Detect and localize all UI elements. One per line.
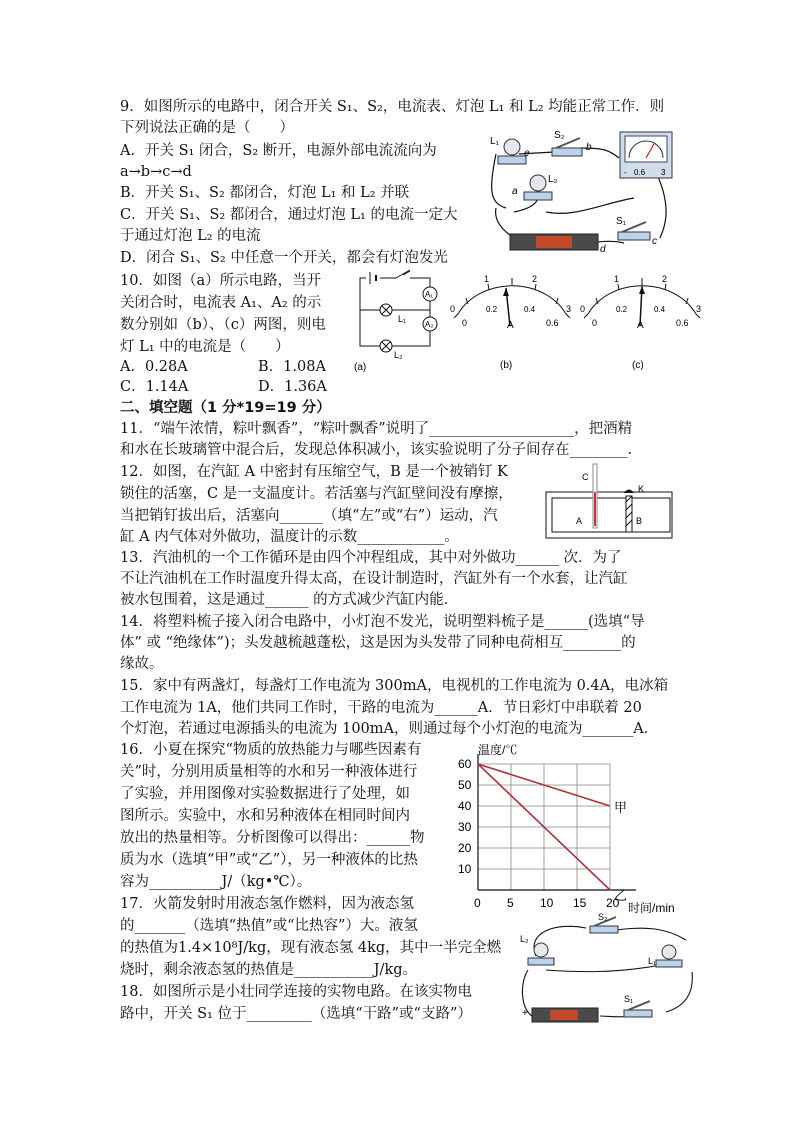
- q10-option-c: C．1.14A: [120, 379, 189, 395]
- q12-label-b: B: [636, 516, 643, 526]
- q9-circuit-figure: [484, 128, 684, 260]
- q16-line6: 质为水（选填“甲”或“乙”），另一种液体的比热: [120, 852, 418, 868]
- q16-line5: 放出的热量相等。分析图像可以得出：______物: [120, 830, 425, 846]
- q9-label-l2: L₂: [548, 174, 558, 185]
- q14-line2: 体” 或 “绝缘体”)；头发越梳越蓬松，这是因为头发带了同种电荷相互________的: [120, 635, 636, 651]
- q9-option-a-line1: A．开关 S₁ 闭合，S₂ 断开，电源外部电流流向为: [120, 143, 437, 159]
- q10-stem-line4: 灯 L₁ 中的电流是（ ）: [120, 339, 290, 355]
- q12-cylinder-figure: [540, 462, 680, 542]
- pin-k: [624, 490, 634, 494]
- q16-line2: 关”时，分别用质量相等的水和另一种液体进行: [120, 764, 418, 780]
- q10-label-a2: A₂: [425, 320, 434, 329]
- q9-ammeter-3: 3: [661, 168, 666, 177]
- q16-line4: 图所示。实验中，水和另种液体在相同时间内: [120, 808, 410, 824]
- q9-label-s2: S₂: [554, 130, 565, 141]
- q10b-top-1: 1: [484, 274, 490, 284]
- x-tick-label-2: 10: [540, 896, 554, 910]
- q10c-top-2: 2: [662, 274, 668, 284]
- q15-line2: 工作电流为 1A，他们共同工作时，干路的电流为______A．节日彩灯中串联着 20: [120, 700, 642, 716]
- q11-line2: 和水在长玻璃管中混合后，发现总体积减小，该实验说明了分子间存在________.: [120, 442, 633, 458]
- q9-label-d: d: [600, 244, 606, 255]
- q10c-bot-0: 0: [592, 318, 598, 328]
- q18-label-l2: L₂: [520, 934, 529, 944]
- q9-ammeter-06: 0.6: [634, 168, 646, 177]
- series-label-1: 乙: [614, 888, 628, 903]
- x-tick-label-3: 15: [573, 896, 587, 910]
- q16-line7: 容为__________J/（kg•℃）。: [120, 874, 312, 890]
- q16-line1: 16．小夏在探究“物质的放热能力与哪些因素有: [120, 742, 422, 758]
- q17-line3: 的热值为1.4×10⁸J/kg，现有液态氢 4kg，其中一半完全燃: [120, 940, 502, 956]
- q10-stem-line2: 关闭合时，电流表 A₁、A₂ 的示: [120, 295, 322, 311]
- q15-line3: 个灯泡，若通过电源插头的电流为 100mA，则通过每个小灯泡的电流为_______A．: [120, 721, 659, 737]
- series-label-0: 甲: [614, 800, 628, 815]
- q17-line4: 烧时，剩余液态氢的热值是___________J/kg。: [120, 962, 418, 978]
- q10c-unit: A: [637, 320, 644, 331]
- x-tick-label-1: 5: [507, 896, 514, 910]
- q10b-top-3: 3: [566, 304, 572, 314]
- q18-label-s2: S₂: [598, 912, 608, 922]
- q9-option-b: B．开关 S₁、S₂ 都闭合，灯泡 L₁ 和 L₂ 并联: [120, 185, 410, 201]
- q9-stem-line2: 下列说法正确的是（ ）: [120, 120, 294, 136]
- lamp-l1: [498, 139, 526, 164]
- y-tick-label-4: 50: [458, 778, 472, 792]
- y-tick-label-3: 40: [458, 799, 472, 813]
- q9-ammeter-neg: -: [624, 168, 627, 177]
- q10-label-l2: L₂: [394, 350, 403, 360]
- y-tick-label-0: 10: [458, 862, 472, 876]
- q10-circuit-a: [348, 266, 448, 374]
- q18-label-plus: +: [522, 1008, 528, 1019]
- q17-line1: 17．火箭发射时用液态氢作燃料，因为液态氢: [120, 896, 414, 912]
- q17-line2: 的_______（选填“热值”或“比热容”）大。液氢: [120, 918, 418, 934]
- q18-circuit-figure: [516, 912, 702, 1032]
- q18-line2: 路中，开关 S₁ 位于_________（选填“干路”或“支路”）: [120, 1006, 472, 1022]
- q9-label-s1: S₁: [616, 216, 627, 227]
- q10-option-b: B．1.08A: [258, 359, 326, 375]
- q15-line1: 15．家中有两盏灯，每盏灯工作电流为 300mA，电视机的工作电流为 0.4A，电冰箱: [120, 678, 669, 694]
- q10-label-a1: A₁: [425, 290, 434, 299]
- q18-label-s1: S₁: [624, 994, 634, 1004]
- q10-stem-line3: 数分别如（b）、（c）两图，则电: [120, 317, 326, 333]
- q12-label-c: C: [582, 472, 589, 482]
- lamp-l1-q18: [656, 945, 682, 967]
- q10c-top-3: 3: [696, 304, 702, 314]
- q14-line1: 14．将塑料梳子接入闭合电路中，小灯泡不发光，说明塑料梳子是______(选填“导: [120, 614, 645, 630]
- q10-meter-c: [574, 274, 708, 374]
- q9-label-l1: L₁: [490, 136, 499, 147]
- q12-line4: 缸 A 内气体对外做功，温度计的示数____________。: [120, 529, 459, 545]
- q12-line2: 锁住的活塞，C 是一支温度计。若活塞与汽缸壁间没有摩擦，: [120, 486, 513, 502]
- q13-line2: 不让汽油机在工作时温度升得太高，在设计制造时，汽缸外有一个水套，让汽缸: [120, 571, 628, 587]
- q9-stem-line1: 9．如图所示的电路中，闭合开关 S₁、S₂，电流表、灯泡 L₁ 和 L₂ 均能正常工作．则: [120, 99, 665, 115]
- y-tick-label-1: 20: [458, 841, 472, 855]
- q16-temperature-chart: [448, 738, 698, 918]
- q10-stem-line1: 10．如图（a）所示电路，当开: [120, 273, 322, 289]
- section-2-title: 二、填空题（1 分*19=19 分）: [120, 400, 331, 416]
- battery-pack-q18: [532, 1008, 598, 1022]
- q9-label-b: b: [586, 142, 592, 153]
- q16-chart-ylabel: 温度/℃: [478, 743, 518, 757]
- q10-caption-b: (b): [500, 360, 513, 371]
- q12-line3: 当把销钉拔出后，活塞向______（填“左”或“右”）运动，汽: [120, 508, 498, 524]
- q13-line3: 被水包围着，这是通过______ 的方式减少汽缸内能．: [120, 592, 459, 608]
- q18-label-l1: L₁: [648, 956, 657, 966]
- q10b-bot-06: 0.6: [546, 318, 559, 328]
- q10-option-a: A．0.28A: [120, 359, 188, 375]
- q10-option-d: D．1.36A: [258, 379, 327, 395]
- q10-label-l1: L₁: [398, 314, 407, 324]
- q9-option-d: D．闭合 S₁、S₂ 中任意一个开关，都会有灯泡发光: [120, 250, 448, 266]
- q13-line1: 13．汽油机的一个工作循环是由四个冲程组成，其中对外做功______ 次．为了: [120, 550, 622, 566]
- q10c-bot-06: 0.6: [676, 318, 689, 328]
- q10b-unit: A: [507, 320, 514, 331]
- q9-option-a-line2: a→b→c→d: [120, 164, 192, 180]
- x-tick-label-0: 0: [474, 896, 481, 910]
- q9-label-e: e: [524, 148, 530, 159]
- y-tick-label-2: 30: [458, 820, 472, 834]
- q10b-bot-02: 0.2: [486, 305, 498, 314]
- q10b-bot-04: 0.4: [524, 305, 536, 314]
- q9-option-c-line1: C．开关 S₁、S₂ 都闭合，通过灯泡 L₁ 的电流一定大: [120, 207, 458, 223]
- q12-label-k: K: [638, 484, 645, 494]
- q14-line3: 缘故。: [120, 656, 164, 672]
- x-tick-label-4: 20: [606, 896, 620, 910]
- q12-label-a: A: [576, 516, 583, 526]
- lamp-l2-q18: [528, 943, 554, 965]
- q10-meter-b: [444, 274, 578, 374]
- q10b-bot-0: 0: [462, 318, 468, 328]
- q11-line1: 11．“端午浓情，粽叶飘香”，“粽叶飘香”说明了____________________，把酒精: [120, 421, 633, 437]
- q18-line1: 18．如图所示是小壮同学连接的实物电路。在该实物电: [120, 984, 472, 1000]
- q16-chart-xlabel: 时间/min: [628, 901, 675, 915]
- q10c-bot-04: 0.4: [654, 305, 666, 314]
- q10-caption-a: (a): [354, 362, 367, 373]
- q16-line3: 了实验，并用图像对实验数据进行了处理，如: [120, 786, 410, 802]
- battery-pack: [510, 234, 598, 250]
- q12-line1: 12．如图，在汽缸 A 中密封有压缩空气，B 是一个被销钉 K: [120, 464, 508, 480]
- q10c-bot-02: 0.2: [616, 305, 628, 314]
- q10b-top-0: 0: [450, 304, 456, 314]
- q9-option-c-line2: 于通过灯泡 L₂ 的电流: [120, 228, 261, 244]
- q10-caption-c: (c): [632, 360, 644, 371]
- y-tick-label-5: 60: [458, 757, 472, 771]
- q9-label-c: c: [652, 236, 657, 247]
- q10b-top-2: 2: [532, 274, 538, 284]
- q10c-top-1: 1: [614, 274, 620, 284]
- q9-label-a: a: [512, 186, 518, 197]
- q10c-top-0: 0: [580, 304, 586, 314]
